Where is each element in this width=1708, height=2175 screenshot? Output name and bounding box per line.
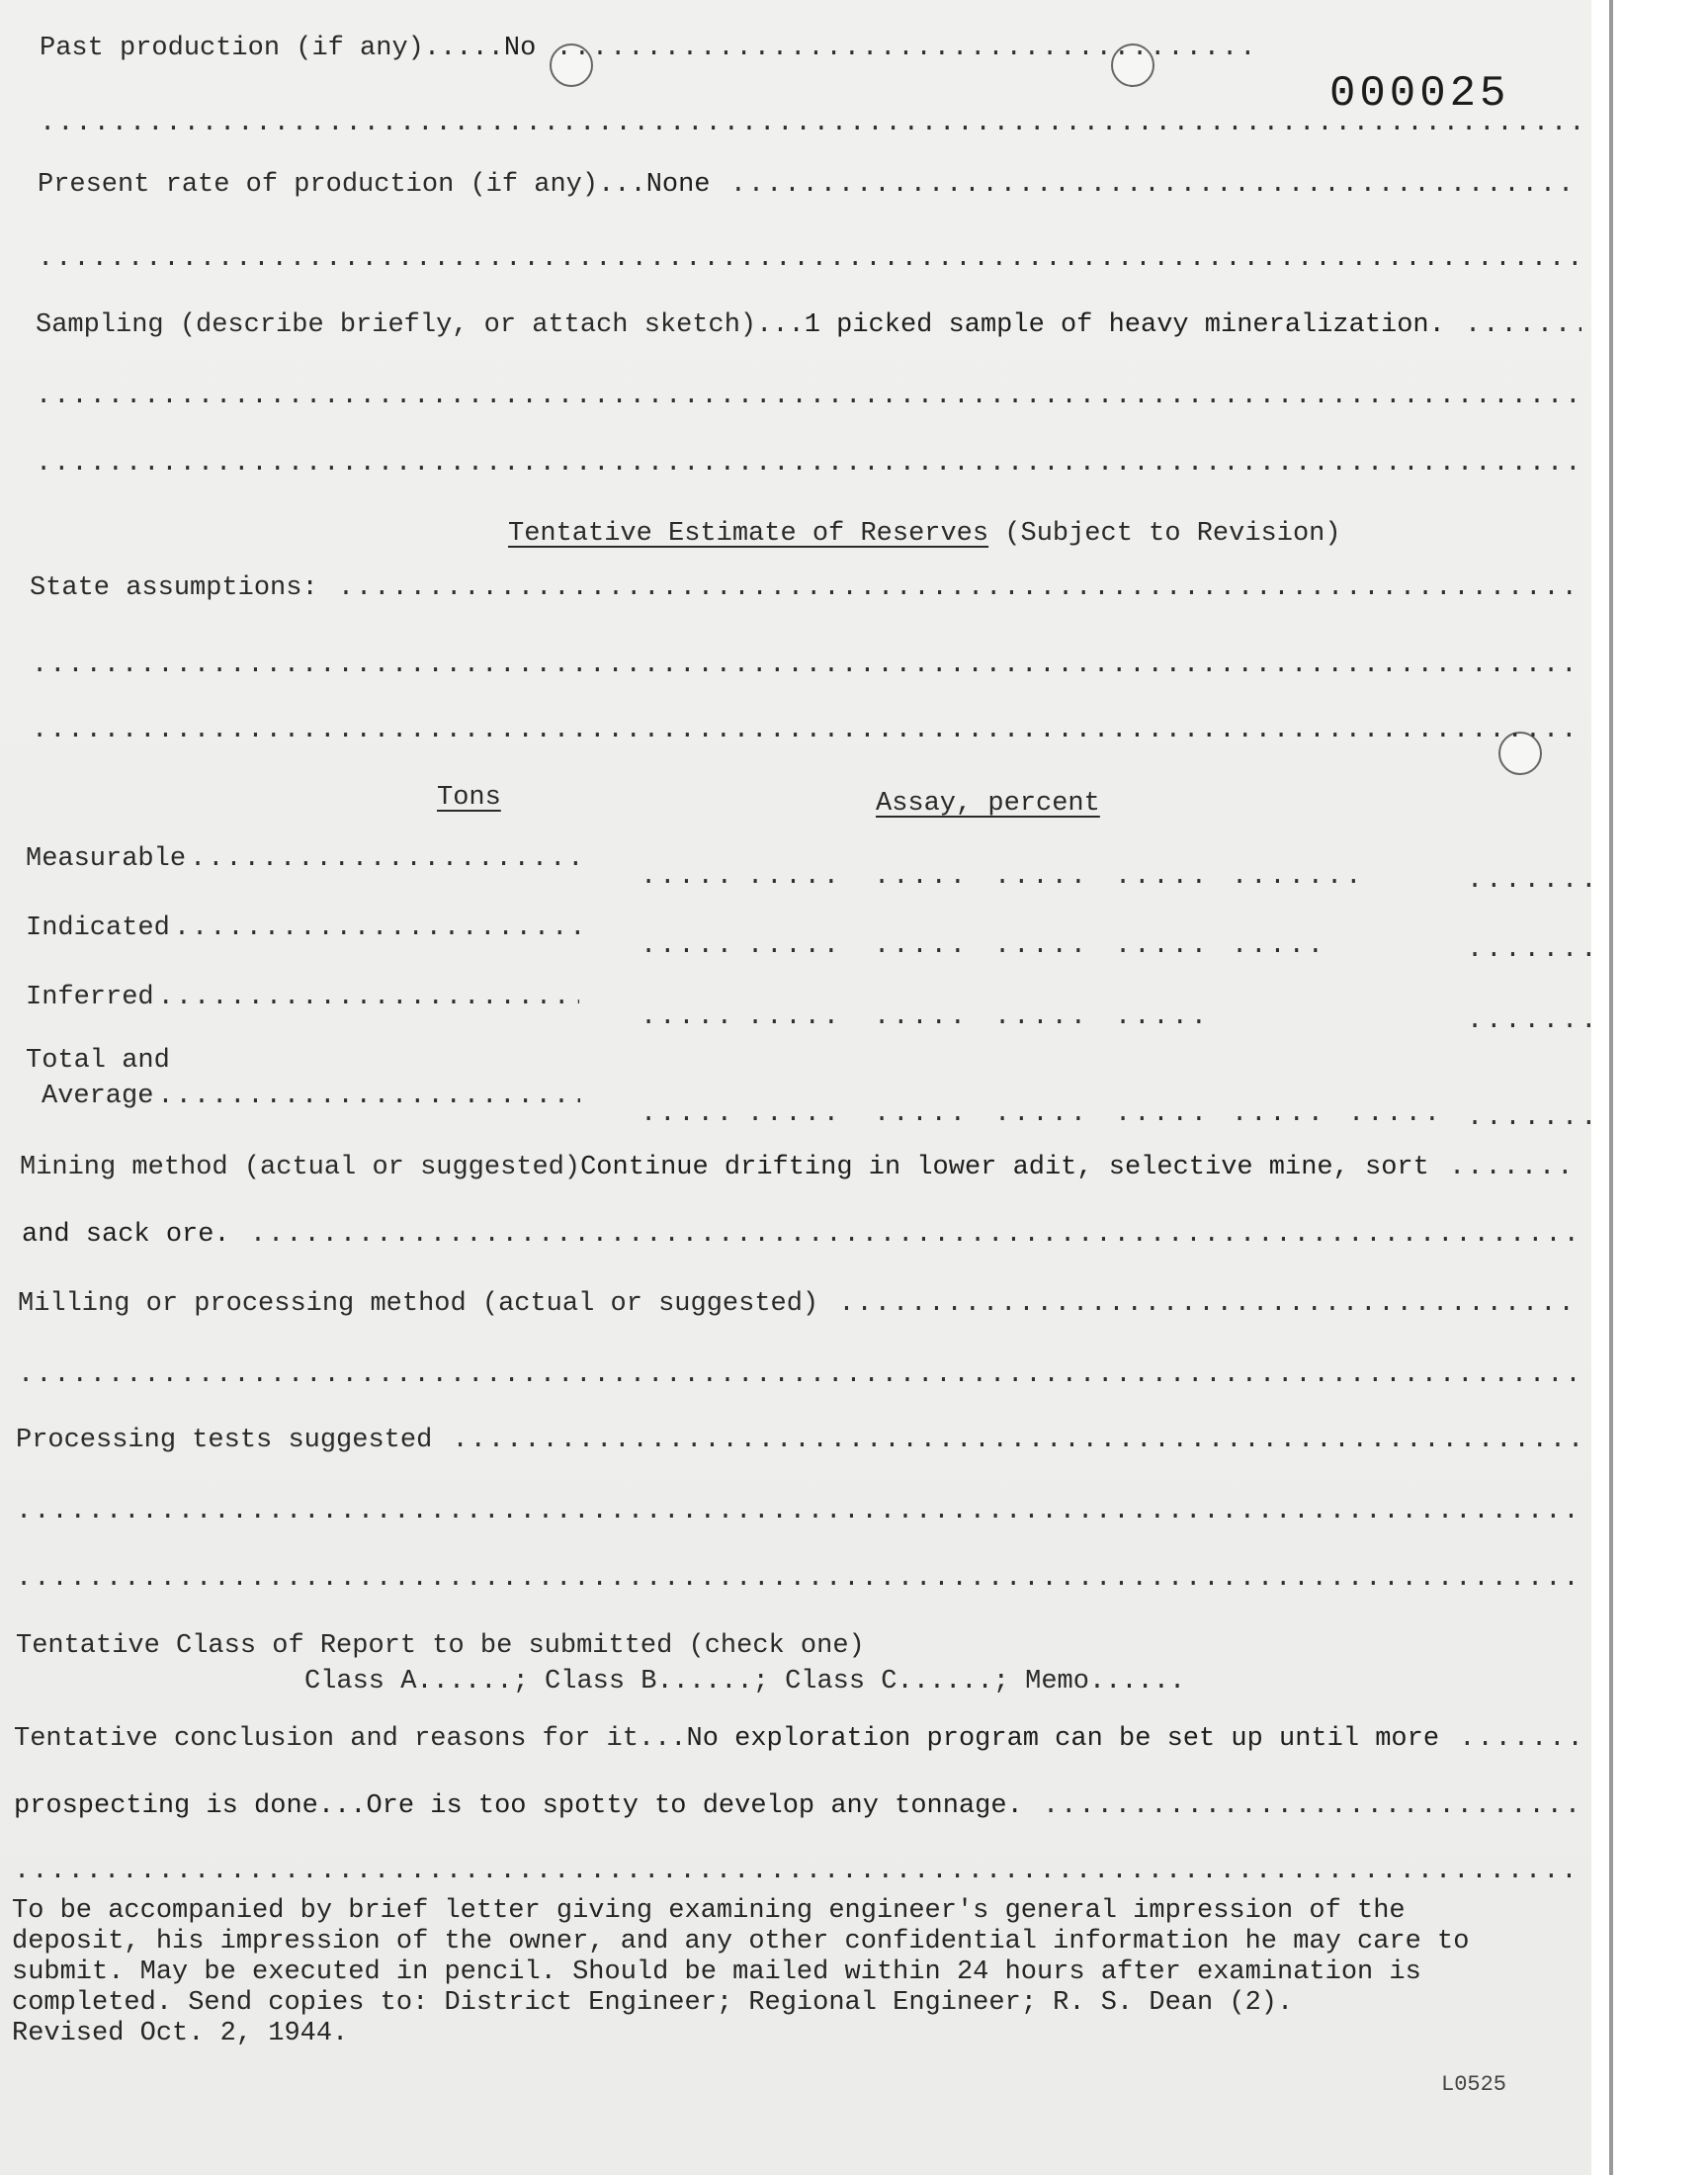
blank-line [32, 649, 1581, 682]
indicated-row [26, 912, 579, 945]
blank-line [16, 1495, 1581, 1528]
state-assumptions-label: State assumptions: [30, 573, 318, 603]
blank-line [40, 107, 1581, 140]
sampling-field [36, 308, 1581, 342]
conclusion-label: Tentative conclusion and reasons for it... [14, 1724, 687, 1754]
conclusion-field [14, 1722, 1581, 1756]
instructions-line: completed. Send copies to: District Engineer; Regional Engineer; R. S. Dean (2). [12, 1988, 1294, 2018]
blank-line [32, 714, 1581, 747]
assay-blank: ..... [1232, 1099, 1327, 1129]
assay-blank: ..... [640, 862, 736, 892]
present-rate-label: Present rate of production (if any)... [38, 170, 646, 200]
processing-tests-label: Processing tests suggested [16, 1426, 433, 1455]
assay-blank: ..... [994, 862, 1090, 892]
reserves-heading-block [508, 517, 1341, 551]
assay-blank: ..... [874, 862, 970, 892]
assay-blank: ..... [874, 1002, 970, 1032]
assay-blank: ..... [640, 1099, 736, 1129]
conclusion-value-1: No exploration program can be set up until more [686, 1724, 1440, 1754]
milling-method-field [18, 1287, 1581, 1321]
instructions-line: submit. May be executed in pencil. Should be mailed within 24 hours after examination is [12, 1958, 1421, 1987]
assay-blank: ..... [994, 1099, 1090, 1129]
inferred-label: Inferred [26, 983, 154, 1012]
mining-method-value-1: Continue drifting in lower adit, selective mine, sort [580, 1153, 1429, 1182]
indicated-label: Indicated [26, 914, 170, 943]
instructions-line: deposit, his impression of the owner, and any other confidential information he may care to [12, 1927, 1470, 1957]
instructions-paragraph [12, 1896, 1593, 2049]
blank-line [18, 1358, 1581, 1392]
inferred-row [26, 981, 579, 1014]
measurable-row [26, 842, 579, 876]
processing-tests-field [16, 1424, 1581, 1457]
tons-column-header: Tons [437, 783, 501, 813]
class-of-report-label: Tentative Class of Report to be submitted (check one) [16, 1631, 865, 1661]
total-label: Total and [26, 1046, 170, 1076]
assay-blank: ..... [747, 862, 843, 892]
assay-blank: ..... [747, 931, 843, 961]
paper-edge [1609, 0, 1613, 2175]
assay-blank: ..... [994, 931, 1090, 961]
conclusion-continued [14, 1789, 1581, 1823]
instructions-line: Revised Oct. 2, 1944. [12, 2019, 349, 2048]
assay-blank: ....... [1467, 935, 1600, 965]
reserves-subject: (Subject to Revision) [1004, 519, 1341, 549]
assay-blank: ..... [994, 1002, 1090, 1032]
past-production-label: Past production (if any)..... [40, 34, 504, 63]
reserves-heading: Tentative Estimate of Reserves [508, 519, 989, 549]
state-assumptions-field [30, 571, 1581, 605]
assay-blank: ..... [747, 1002, 843, 1032]
blank-line [36, 447, 1581, 480]
milling-method-label: Milling or processing method (actual or suggested) [18, 1289, 819, 1319]
conclusion-value-2: prospecting is done...Ore is too spotty to develop any tonnage. [14, 1791, 1023, 1821]
assay-column-header: Assay, percent [876, 789, 1100, 819]
past-production-field [40, 32, 1250, 65]
average-row [42, 1080, 580, 1113]
assay-blank: ..... [874, 1099, 970, 1129]
sampling-label: Sampling (describe briefly, or attach sketch)... [36, 310, 805, 340]
measurable-label: Measurable [26, 844, 187, 874]
mining-method-continued [22, 1218, 1581, 1252]
assay-blank: ..... [1232, 931, 1327, 961]
assay-blank: ....... [1467, 1103, 1600, 1133]
document-stamp-number: 000025 [1329, 69, 1510, 119]
blank-line [16, 1562, 1581, 1596]
assay-blank: ..... [640, 931, 736, 961]
assay-blank: ..... [1115, 1002, 1211, 1032]
assay-blank: ..... [1115, 862, 1211, 892]
present-rate-value: None [645, 170, 711, 200]
assay-blank: ..... [1348, 1099, 1444, 1129]
blank-line [14, 1855, 1581, 1888]
assay-blank: ..... [874, 931, 970, 961]
present-rate-field [38, 168, 1581, 202]
mining-method-label: Mining method (actual or suggested) [20, 1153, 581, 1182]
assay-blank: ..... [640, 1002, 736, 1032]
blank-line [38, 242, 1581, 276]
mining-method-field [20, 1151, 1581, 1184]
assay-blank: ....... [1467, 1006, 1600, 1036]
blank-line [36, 380, 1581, 413]
assay-blank: ..... [1115, 1099, 1211, 1129]
assay-blank: ..... [747, 1099, 843, 1129]
instructions-line: To be accompanied by brief letter giving examining engineer's general impression of the [12, 1896, 1406, 1926]
average-label: Average [42, 1082, 154, 1111]
past-production-value: No [503, 34, 537, 63]
assay-blank: ....... [1467, 866, 1600, 896]
mining-method-value-2: and sack ore. [22, 1220, 230, 1250]
assay-blank: ..... [1115, 931, 1211, 961]
assay-blank: ....... [1232, 862, 1365, 892]
class-options: Class A......; Class B......; Class C......; Memo...... [304, 1667, 1186, 1696]
page-code: L0525 [1441, 2072, 1507, 2097]
sampling-value: 1 picked sample of heavy mineralization. [804, 310, 1445, 340]
